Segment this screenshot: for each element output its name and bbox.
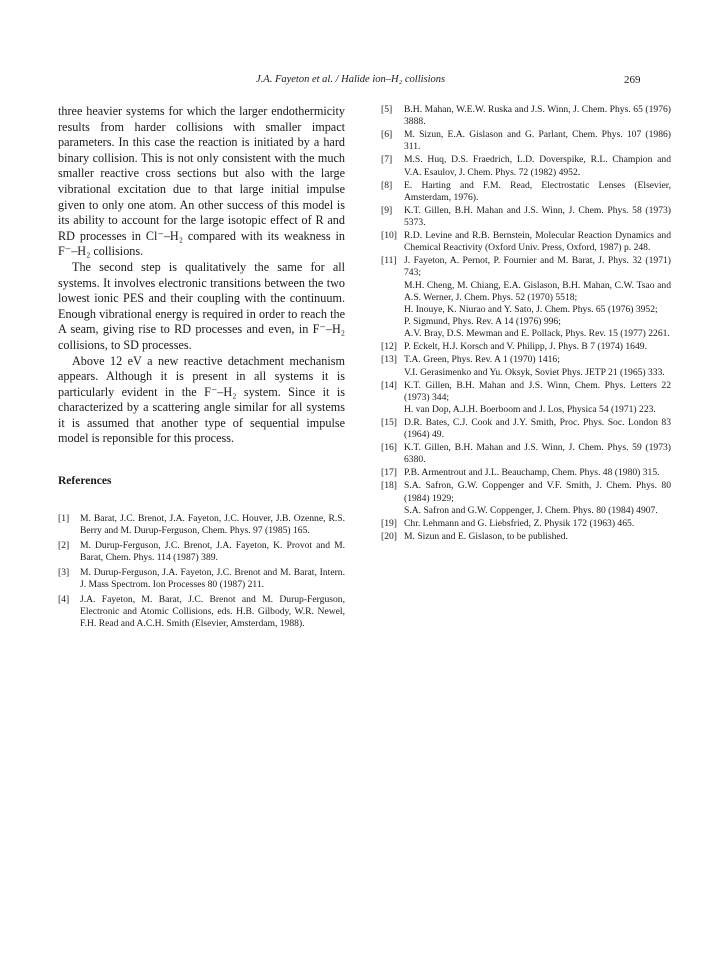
reference-number: [8]: [381, 179, 393, 191]
reference-number: [20]: [381, 530, 397, 542]
reference-text: A.V. Bray, D.S. Mewman and E. Pollack, Phys. Rev. 15 (1977) 2261.: [404, 328, 670, 340]
reference-number: [7]: [381, 154, 393, 166]
reference-item: [381, 480, 671, 517]
reference-item: [381, 417, 671, 441]
reference-text: S.A. Safron and G.W. Coppenger, J. Chem. Phys. 80 (1984) 4907.: [404, 504, 658, 516]
right-column: [381, 104, 671, 544]
reference-text: P. Sigmund, Phys. Rev. A 14 (1976) 996;: [404, 316, 561, 328]
reference-number: [16]: [381, 442, 397, 454]
reference-text: V.I. Gerasimenko and Yu. Oksyk, Soviet Phys. JETP 21 (1965) 333.: [404, 366, 665, 378]
reference-text: D.R. Bates, C.J. Cook and J.Y. Smith, Proc. Phys. Soc. London 83 (1964) 49.: [404, 417, 671, 441]
page-number: 269: [624, 74, 641, 86]
references-heading: References: [58, 475, 112, 488]
reference-item: [381, 104, 671, 128]
reference-number: [14]: [381, 379, 397, 391]
reference-item: [381, 180, 671, 204]
reference-item: [58, 513, 345, 537]
reference-item: [381, 154, 671, 178]
reference-item: [381, 255, 671, 340]
reference-item: [58, 594, 345, 631]
reference-text: M.H. Cheng, M. Chiang, E.A. Gislason, B.H. Mahan, C.W. Tsao and A.S. Werner, J. Chem. Phys. 52 (1970) 5518;: [404, 279, 671, 303]
reference-item: [58, 540, 345, 564]
reference-number: [4]: [58, 594, 70, 606]
reference-text: M. Sizun and E. Gislason, to be published.: [404, 530, 568, 542]
body-text: [58, 104, 345, 447]
reference-text: M. Sizun, E.A. Gislason and G. Parlant, Chem. Phys. 107 (1986) 311.: [404, 129, 671, 153]
reference-number: [13]: [381, 354, 397, 366]
reference-text: J.A. Fayeton, M. Barat, J.C. Brenot and M. Durup-Ferguson, Electronic and Atomic Collisions, eds. H.B. Gilbody, W.R. Newel, F.H. Read and A.C.H. Smith (Elsevier, Amsterdam, 1988).: [80, 594, 345, 630]
reference-text: J. Fayeton, A. Pernot, P. Fournier and M. Barat, J. Phys. 32 (1971) 743;: [404, 255, 671, 279]
reference-item: [381, 467, 671, 479]
reference-text: P.B. Armentrout and J.L. Beauchamp, Chem. Phys. 48 (1980) 315.: [404, 467, 660, 479]
left-column: [58, 104, 345, 633]
reference-text: E. Harting and F.M. Read, Electrostatic Lenses (Elsevier, Amsterdam, 1976).: [404, 179, 671, 203]
reference-item: [381, 341, 671, 353]
reference-item: [381, 518, 671, 530]
reference-list-left: [58, 513, 345, 631]
reference-number: [11]: [381, 255, 397, 267]
paragraph: Above 12 eV a new reactive detachment mechanism appears. Although it is present in all systems it is particularly evident in the F⁻–H₂ system. Since it is characterized by a scattering angle similar for all systems it is assumed that another type of sequential impulse model is reponsible for this process.: [58, 353, 345, 446]
reference-item: [381, 205, 671, 229]
reference-number: [15]: [381, 417, 397, 429]
reference-list-right: [381, 104, 671, 543]
reference-number: [19]: [381, 517, 397, 529]
reference-item: [58, 567, 345, 591]
reference-text: M. Durup-Ferguson, J.A. Fayeton, J.C. Brenot and M. Barat, Intern. J. Mass Spectrom. Ion Processes 80 (1987) 211.: [80, 567, 345, 591]
reference-number: [10]: [381, 230, 397, 242]
reference-number: [18]: [381, 480, 397, 492]
paragraph: The second step is qualitatively the same for all systems. It involves electronic transitions between the two lowest ionic PES and their coupling with the continuum. Enough vibrational energy is required in order to reach the A seam, giving rise to RD processes and even, in F⁻–H₂ collisions, to SD processes.: [58, 259, 345, 352]
reference-number: [5]: [381, 104, 393, 115]
reference-number: [12]: [381, 341, 397, 353]
reference-text: T.A. Green, Phys. Rev. A 1 (1970) 1416;: [404, 354, 560, 366]
reference-item: [381, 442, 671, 466]
reference-number: [17]: [381, 467, 397, 479]
reference-item: [381, 380, 671, 417]
reference-text: K.T. Gillen, B.H. Mahan and J.S. Winn, J. Chem. Phys. 58 (1973) 5373.: [404, 204, 671, 229]
reference-text: R.D. Levine and R.B. Bernstein, Molecular Reaction Dynamics and Chemical Reactivity (Oxford Univ. Press, Oxford, 1987) p. 248.: [404, 230, 671, 254]
paragraph: three heavier systems for which the larger endothermicity results from harder collisions with smaller impact parameters. In this case the reaction is initiated by a hard binary collision. This is not only consistent with the much smaller reactive cross sections but also with the large vibrational excitation due to that large initial impulse given to only one atom. An other success of this model is its ability to account for the large isotopic effect of R and RD processes in Cl⁻–H₂ compared with its weakness in F⁻–H₂ collisions.: [58, 104, 345, 259]
reference-number: [1]: [58, 513, 70, 525]
reference-text: M. Durup-Ferguson, J.C. Brenot, J.A. Fayeton, K. Provot and M. Barat, Chem. Phys. 114 (1987) 389.: [80, 540, 345, 564]
running-head: J.A. Fayeton et al. / Halide ion–H₂ collisions: [256, 74, 446, 85]
reference-text: S.A. Safron, G.W. Coppenger and V.F. Smith, J. Chem. Phys. 80 (1984) 1929;: [404, 480, 671, 504]
reference-text: M. Barat, J.C. Brenot, J.A. Fayeton, J.C. Houver, J.B. Ozenne, R.S. Berry and M. Durup-Ferguson, Chem. Phys. 97 (1985) 165.: [80, 513, 345, 537]
reference-number: [9]: [381, 204, 393, 216]
reference-text: H. Inouye, K. Niurao and Y. Sato, J. Chem. Phys. 65 (1976) 3952;: [404, 304, 658, 316]
reference-text: B.H. Mahan, W.E.W. Ruska and J.S. Winn, J. Chem. Phys. 65 (1976) 3888.: [404, 104, 671, 128]
reference-text: K.T. Gillen, B.H. Mahan and J.S. Winn, J. Chem. Phys. 59 (1973) 6380.: [404, 442, 671, 466]
reference-item: [381, 129, 671, 153]
reference-text: K.T. Gillen, B.H. Mahan and J.S. Winn, Chem. Phys. Letters 22 (1973) 344;: [404, 379, 671, 403]
reference-item: [381, 354, 671, 378]
reference-item: [381, 230, 671, 254]
reference-item: [381, 531, 671, 543]
reference-text: P. Eckelt, H.J. Korsch and V. Philipp, J. Phys. B 7 (1974) 1649.: [404, 341, 647, 353]
reference-number: [2]: [58, 540, 70, 552]
reference-number: [6]: [381, 129, 393, 141]
reference-text: Chr. Lehmann and G. Liebsfried, Z. Physik 172 (1963) 465.: [404, 517, 635, 529]
reference-text: M.S. Huq, D.S. Fraedrich, L.D. Doverspike, R.L. Champion and V.A. Esaulov, J. Chem. Phys. 72 (1982) 4952.: [404, 154, 671, 178]
reference-text: H. van Dop, A.J.H. Boerboom and J. Los, Physica 54 (1971) 223.: [404, 404, 656, 416]
reference-number: [3]: [58, 567, 70, 579]
page-header: [0, 74, 720, 90]
